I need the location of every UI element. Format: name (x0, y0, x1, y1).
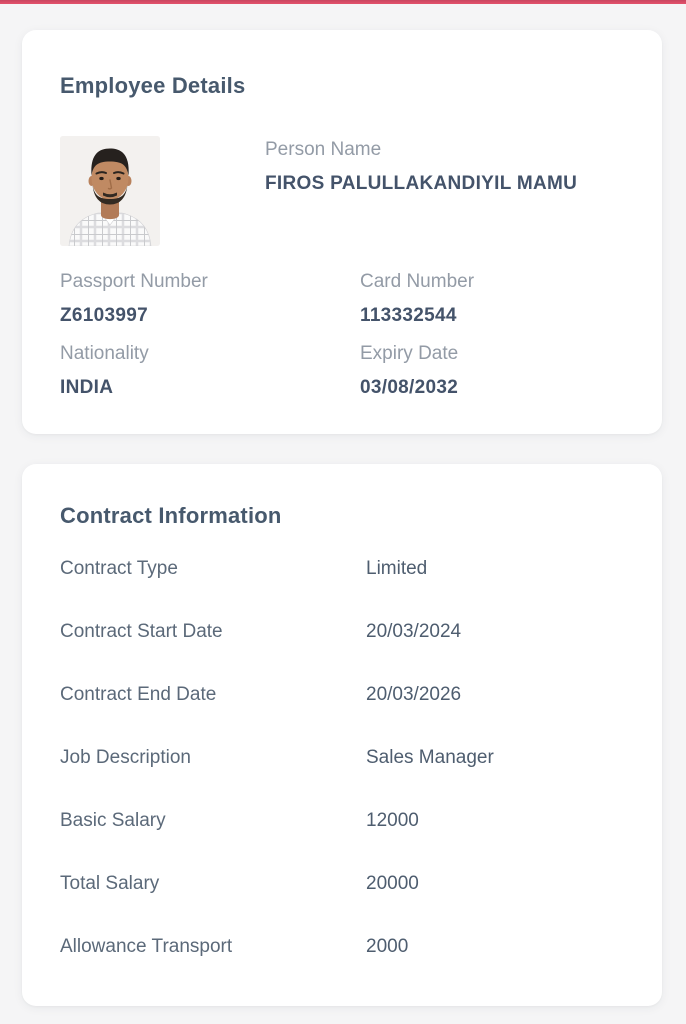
contract-start-date-value: 20/03/2024 (366, 621, 462, 642)
nationality-field (60, 342, 360, 400)
passport-number-value: Z6103997 (60, 305, 148, 326)
passport-number-label: Passport Number (60, 271, 208, 292)
top-accent-bar (0, 0, 686, 4)
contract-start-date-row (60, 619, 624, 645)
allowance-transport-label: Allowance Transport (60, 936, 233, 957)
contract-end-date-value: 20/03/2026 (366, 684, 462, 705)
contract-information-title: Contract Information (60, 503, 282, 528)
employee-details-title: Employee Details (60, 73, 246, 98)
nationality-label: Nationality (60, 343, 149, 364)
job-description-value: Sales Manager (366, 747, 494, 768)
total-salary-row (60, 871, 624, 897)
nationality-value: INDIA (60, 377, 114, 398)
basic-salary-value: 12000 (366, 810, 419, 831)
contract-type-value: Limited (366, 558, 428, 579)
total-salary-value: 20000 (366, 873, 419, 894)
job-description-label: Job Description (60, 747, 191, 768)
contract-type-label: Contract Type (60, 558, 178, 579)
job-description-row (60, 745, 624, 771)
person-name-block (265, 136, 577, 196)
employee-portrait-photo-graphic (60, 136, 160, 246)
expiry-date-field (360, 342, 624, 400)
employee-photo-row (60, 136, 624, 246)
basic-salary-row (60, 808, 624, 834)
card-number-label: Card Number (360, 271, 475, 292)
person-name-label: Person Name (265, 139, 382, 160)
contract-end-date-label: Contract End Date (60, 684, 217, 705)
total-salary-label: Total Salary (60, 873, 160, 894)
employee-details-card (22, 30, 662, 434)
expiry-date-value: 03/08/2032 (360, 377, 459, 398)
passport-number-field (60, 270, 360, 328)
employee-fields-grid (60, 270, 624, 400)
contract-type-row (60, 556, 624, 582)
allowance-transport-row (60, 934, 624, 960)
expiry-date-label: Expiry Date (360, 343, 459, 364)
card-number-value: 113332544 (360, 305, 457, 326)
person-name-value: FIROS PALULLAKANDIYIL MAMU (265, 173, 578, 194)
allowance-transport-value: 2000 (366, 936, 409, 957)
employee-photo (60, 136, 160, 246)
card-number-field (360, 270, 624, 328)
contract-start-date-label: Contract Start Date (60, 621, 223, 642)
contract-information-card (22, 464, 662, 1006)
contract-end-date-row (60, 682, 624, 708)
basic-salary-label: Basic Salary (60, 810, 166, 831)
